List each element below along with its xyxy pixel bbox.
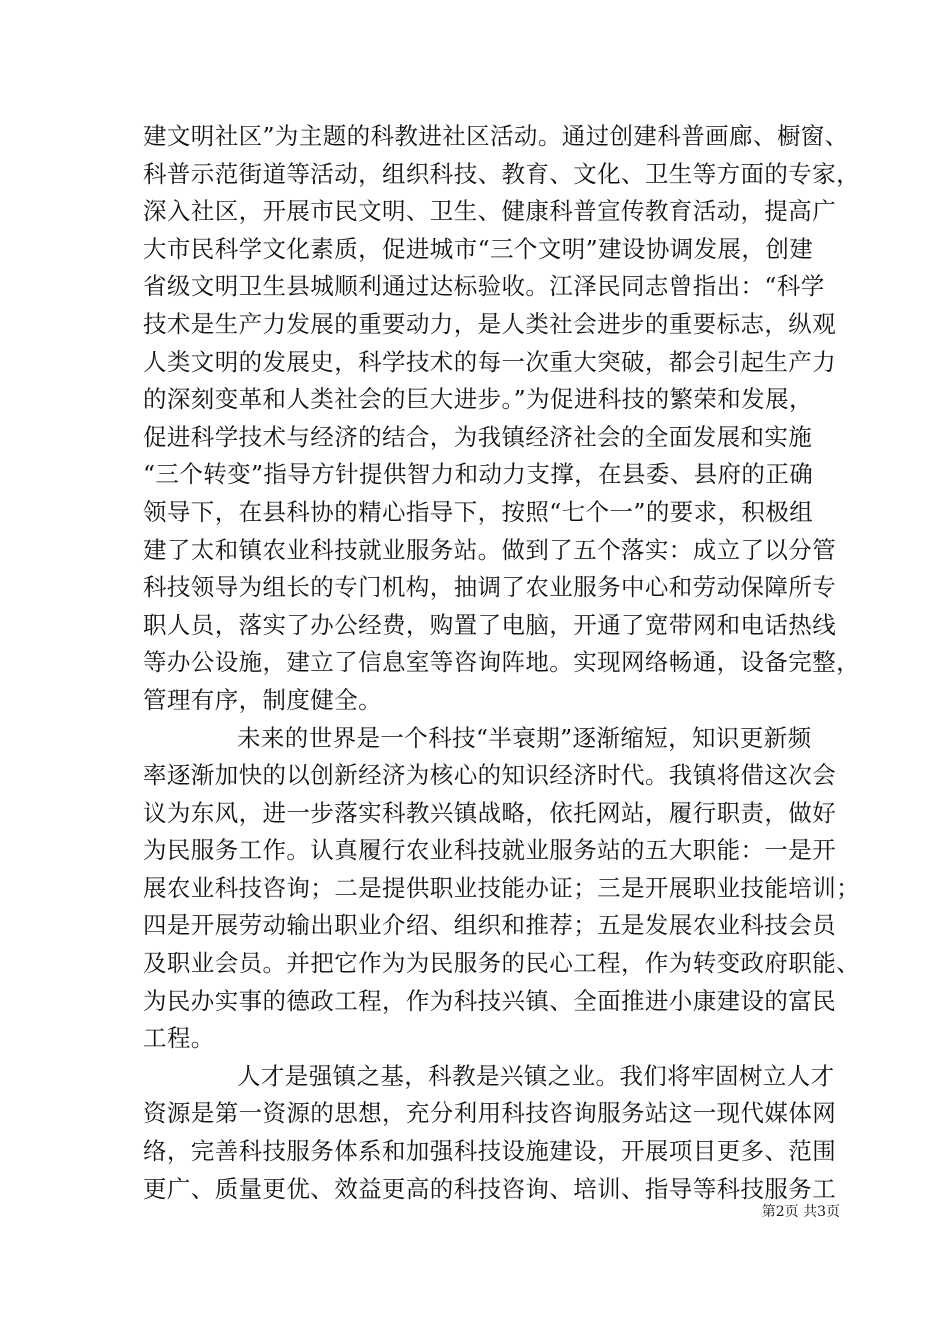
document-body: [143, 118, 860, 1208]
text-line: 科普示范街道等活动，组织科技、教育、文化、卫生等方面的专家，: [143, 159, 860, 188]
text-line: 深入社区，开展市民文明、卫生、健康科普宣传教育活动，提高广: [143, 197, 837, 226]
text-line: 及职业会员。并把它作为为民服务的民心工程，作为转变政府职能、: [143, 949, 860, 978]
text-line: 更广、质量更优、效益更高的科技咨询、培训、指导等科技服务工: [143, 1174, 837, 1203]
text-line: “三个转变”指导方针提供智力和动力支撑，在县委、县府的正确: [143, 460, 814, 489]
text-line: 未来的世界是一个科技“半衰期”逐渐缩短，知识更新频: [237, 723, 812, 752]
text-line: 工程。: [143, 1024, 215, 1053]
text-line: 技术是生产力发展的重要动力，是人类社会进步的重要标志，纵观: [143, 309, 837, 338]
text-line: 为民服务工作。认真履行农业科技就业服务站的五大职能：一是开: [143, 836, 837, 865]
text-line: 四是开展劳动输出职业介绍、组织和推荐；五是发展农业科技会员: [143, 911, 837, 940]
page-number-footer: 第2页 共3页: [761, 1204, 840, 1220]
text-line: 等办公设施，建立了信息室等咨询阵地。实现网络畅通，设备完整，: [143, 648, 860, 677]
text-line: 职人员，落实了办公经费，购置了电脑，开通了宽带网和电话热线: [143, 610, 837, 639]
text-line: 管理有序，制度健全。: [143, 685, 382, 714]
text-line: 建了太和镇农业科技就业服务站。做到了五个落实：成立了以分管: [143, 535, 837, 564]
text-line: 为民办实事的德政工程，作为科技兴镇、全面推进小康建设的富民: [143, 986, 837, 1015]
text-line: 人类文明的发展史，科学技术的每一次重大突破，都会引起生产力: [143, 347, 837, 376]
text-line: 议为东风，进一步落实科教兴镇战略，依托网站，履行职责，做好: [143, 798, 837, 827]
text-line: 大市民科学文化素质，促进城市“三个文明”建设协调发展，创建: [143, 234, 814, 263]
text-line: 资源是第一资源的思想，充分利用科技咨询服务站这一现代媒体网: [143, 1099, 837, 1128]
paragraph-2: [143, 720, 860, 1058]
text-line: 人才是强镇之基，科教是兴镇之业。我们将牢固树立人才: [237, 1061, 835, 1090]
text-line: 展农业科技咨询；二是提供职业技能办证；三是开展职业技能培训；: [143, 873, 860, 902]
text-line: 科技领导为组长的专门机构，抽调了农业服务中心和劳动保障所专: [143, 573, 837, 602]
text-line: 领导下，在县科协的精心指导下，按照“七个一”的要求，积极组: [143, 497, 814, 526]
text-line: 省级文明卫生县城顺利通过达标验收。江泽民同志曾指出：“科学: [143, 272, 825, 301]
paragraph-3: [143, 1058, 843, 1208]
text-line: 络，完善科技服务体系和加强科技设施建设，开展项目更多、范围: [143, 1137, 837, 1166]
text-line: 率逐渐加快的以创新经济为核心的知识经济时代。我镇将借这次会: [143, 761, 837, 790]
text-line: 的深刻变革和人类社会的巨大进步。”为促进科技的繁荣和发展，: [143, 385, 813, 414]
paragraph-1: [143, 118, 860, 720]
text-line: 建文明社区”为主题的科教进社区活动。通过创建科普画廊、橱窗、: [143, 122, 849, 150]
text-line: 促进科学技术与经济的结合，为我镇经济社会的全面发展和实施: [143, 422, 813, 451]
